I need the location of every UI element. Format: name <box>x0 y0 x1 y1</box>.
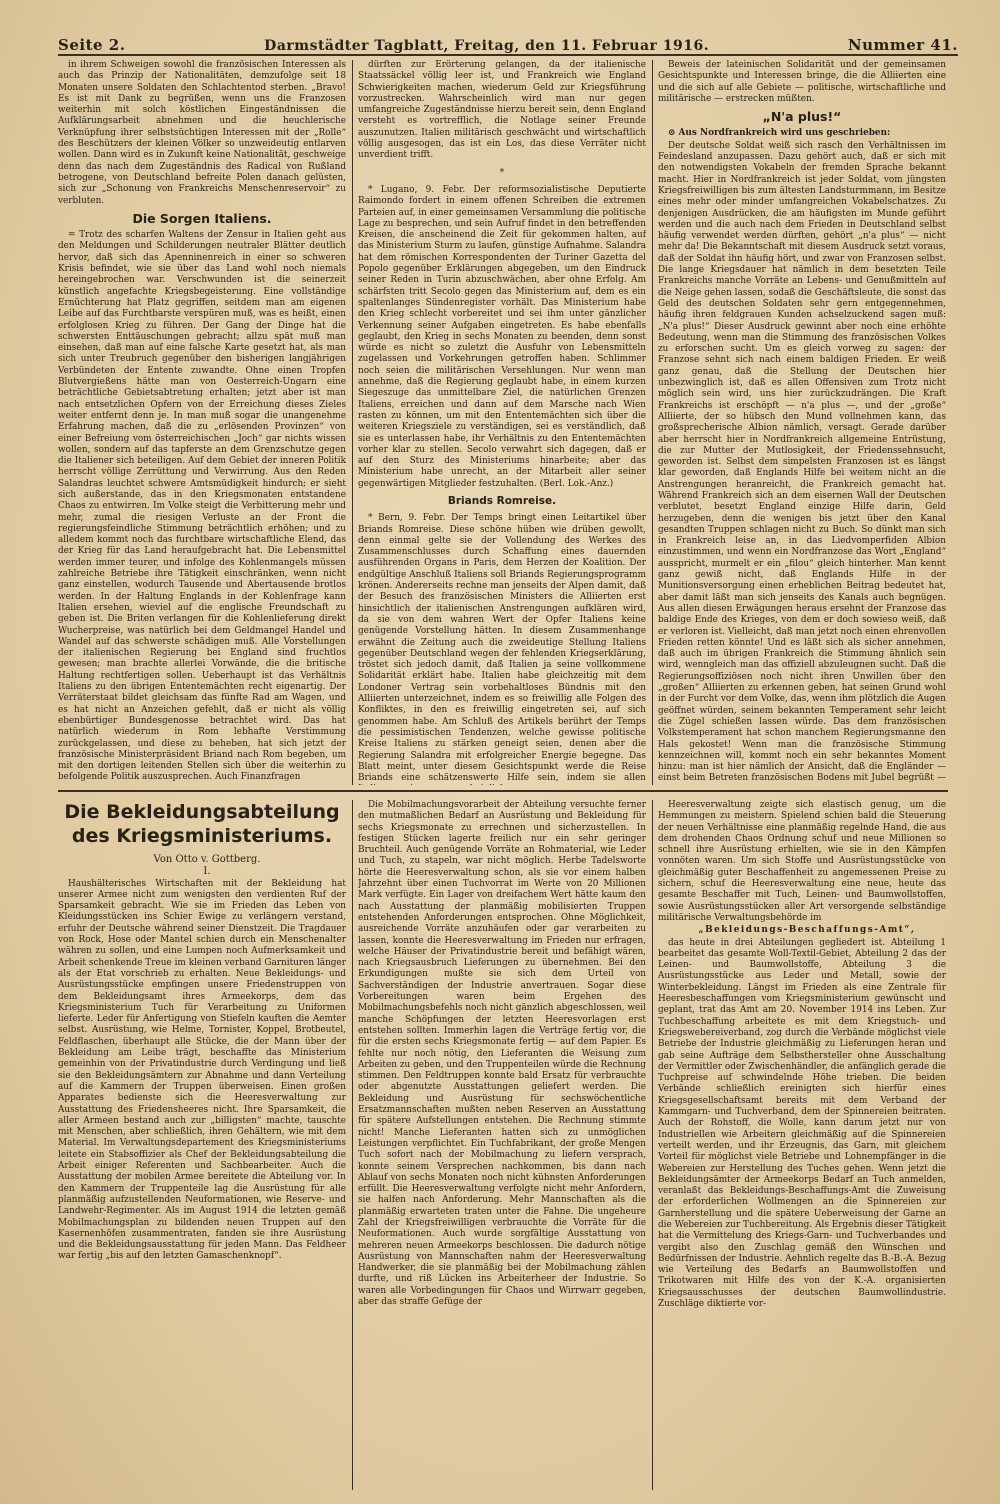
column-divider <box>352 60 353 785</box>
feature-title: Die Bekleidungsabteilung des Kriegsministeriums. <box>64 801 340 847</box>
column-3 <box>658 60 946 785</box>
issue-number: Nummer 41. <box>847 36 958 54</box>
column-1-intro: in ihrem Schweigen sowohl die französischen Interessen als auch das Prinzip der Nationalitäten, demzufolge seit 18 Monaten unsere Soldaten den Schlachtentod sterben. „Bravo! Es ist mit Dank zu begrüßen, wenn uns die Franzosen weiterhin mit solch köstlichen Eingeständnissen die Aufklärungsarbeit abnehmen und die heuchlerische Verknüpfung ihrer selbstsüchtigen Interessen mit der „Rolle“ des Beschützers der kleinen Völker so unzweideutig entlarven wollen. Dann wird es in Zukunft keine Nationalität, geschweige denn das nach dem Zugeständnis des Radical von Rußland betrogene, von Deutschland befreite Polen danach gelüsten, sich zur „Schonung von Frankreichs Menschenreservoir“ zu verbluten. <box>58 60 346 206</box>
page-number: Seite 2. <box>58 36 126 54</box>
column-2-top: dürften zur Erörterung gelangen, da der italienische Staatssäckel völlig leer ist, und Frankreich wie England Schwierigkeiten machen, wiederum Geld zur Kriegsführung vorzustrecken. Wahrscheinlich wird man nur gegen umfangreiche Zugeständnisse hierzu bereit sein, denn England versteht es vortrefflich, die Notlage seiner Freunde auszunutzen. Italien militärisch geschwächt und wirtschaftlich völlig ausgesogen, das ist ein Los, das diese Verräter nicht unverdient trifft. <box>358 60 646 161</box>
feature-body-1: Haushälterisches Wirtschaften mit der Bekleidung hat unserer Armee nicht zum wenigsten den verdienten Ruf der Sparsamkeit gebracht. Wie sie im Frieden das Leben von Kleidungsstücken ins Schier Ewige zu verlängern verstand, erfuhr der Deutsche während seiner Dienstzeit. Die Tragdauer von Rock, Hose oder Mantel schien durch ein Menschenalter währen zu sollen, und eine Lumpen noch Aufmerksamkeit und Arbeit schenkende Treue im kleinen verband Garnituren länger als der Etat vorschrieb zu erhalten. Neue Bekleidungs- und Ausrüstungsstücke empfingen unsere Friedenstruppen von dem Bekleidungsamt ihres Armeekorps, dem das Kriegsministerium Tuch für Verarbeitung zu Uniformen lieferte. Leder für Anfertigung von Stiefeln kauften die Aemter selbst. Ausrüstung, wie Helme, Tornister, Koppel, Brotbeutel, Feldflaschen, überhaupt alle Stücke, die der Mann über der Bekleidung am Leibe trägt, beschaffte das Ministerium gemeinhin von der Privatindustrie durch Verdingung und ließ sie den Bekleidungsämtern zur Abnahme und dann Verteilung auf die Kammern der Truppen überweisen. Einen großen Apparates bedienste sich die Heeresverwaltung zur Ausstattung des Friedensheeres nicht. Ihre Sparsamkeit, die aller Armeen bestand auch zur „billigsten“ machte, tauschte mit Menschen, aber schließlich, ihren Gehältern, wie mit dem Material. Im Verwaltungsdepartement des Kriegsministeriums leitete ein Stabsoffizier als Chef der Bekleidungsabteilung die Arbeit einiger Referenten und Sachbearbeiter. Auch die Ausstattung der mobilen Armee bereitete die Abteilung vor. In den Kammern der Truppenteile lag die Ausrüstung für alle planmäßig aufzustellenden Neuformationen, wie Reserve- und Landwehr-Regimenter. Als im August 1914 die letzten gemäß Mobilmachungsplan zu bildenden neuen Truppen auf den Kasernenhöfen zusammentraten, fanden sie ihre Ausrüstung und die Bekleidungsausstattung für jeden Mann. Das Feldheer war fertig „bis auf den letzten Gamaschenknopf“. <box>58 878 346 1262</box>
feature-part-numeral: I. <box>203 866 211 878</box>
feature-column-3 <box>658 800 946 1490</box>
column-divider <box>352 800 353 1490</box>
column-3-top: Beweis der lateinischen Solidarität und der gemeinsamen Gesichtspunkte und Interessen bringe, die die Alliierten eine und die sich auf alle Gebiete — politische, wirtschaftliche und militärische — erstrecken müßten. <box>658 60 946 104</box>
masthead <box>58 28 958 56</box>
feature-column-2 <box>358 800 646 1490</box>
newspaper-title-date: Darmstädter Tagblatt, Freitag, den 11. Februar 1916. <box>264 38 710 54</box>
section-star: * <box>499 167 505 178</box>
article-dateline: ⊙ Aus Nordfrankreich wird uns geschrieben: <box>668 128 891 139</box>
column-2 <box>358 60 646 785</box>
article-title-briands-romreise: Briands Romreise. <box>447 494 557 507</box>
column-divider <box>652 800 653 1490</box>
feature-column-1 <box>58 800 346 1490</box>
article-body-na-plus: Der deutsche Soldat weiß sich rasch den Verhältnissen im Feindesland anzupassen. Dazu gehört auch, daß er sich mit den notwendigsten Vokabeln der fremden Sprache bekannt macht. Hier in Nordfrankreich ist jeder Soldat, vom jüngsten Kriegsfreiwilligen bis zum ältesten Landsturmmann, im Besitze eines mehr oder minder umfangreichen Vokabelschatzes. Zu denjenigen Ausdrücken, die am häufigsten im Munde geführt werden und die auch nach dem Frieden in Deutschland selbst häufig verwendet werden dürften, gehört „n'a plus“ — nicht mehr da! Die Bekanntschaft mit diesem Ausdruck setzt voraus, daß der Soldat ihn häufig hört, und zwar von Franzosen selbst. Die lange Kriegsdauer hat nämlich in dem besetzten Teile Frankreichs manche Vorräte an Lebens- und Genußmitteln auf die Neige gehen lassen, sodaß die Geschäftsleute, die sonst das Geld des deutschen Soldaten sehr gern entgegennehmen, häufig ihren feldgrauen Kunden achselzuckend sagen muß: „N'a plus!“ Dieser Ausdruck gewinnt aber noch eine erhöhte Bedeutung, wenn man die Stimmung des französischen Volkes zu erforschen sucht. Um es gleich vorweg zu sagen: der Franzose sehnt sich nach einem baldigen Frieden. Er weiß ganz genau, daß die Stellung der Deutschen hier unbezwinglich ist, daß es allen Offensiven zum Trotz nicht möglich sein wird, uns hier zurückzudrängen. Die Kraft Frankreichs ist erschöpft — n'a plus —, und der „große“ Alliierte, der so hübsch den Mund vollnehmen kann, das großsprecherische Albion nämlich, versagt. Gerade darüber aber herrscht hier in Nordfrankreich allgemeine Entrüstung, die zur Mutter der Mutlosigkeit, der Friedenssehnsucht, geworden ist. Selbst dem simpelsten Franzosen ist es längst klar geworden, daß Englands Hilfe bei weitem nicht an die Anstrengungen heranreicht, die Frankreich gemacht hat. Während Frankreich sich an dem eisernen Wall der Deutschen verblutet, besetzt England einzige Hilfe darin, Geld herzugeben, denn die wenigen bis jetzt über den Kanal gesandten Truppen schlagen nicht zu Buch. So dünkt man sich in Frankreich leise an, in das Liedvomperfiden Albion einzustimmen, und wenn ein Nordfranzose das Wort „England“ ausspricht, murmelt er ein „filou“ gleich hinterher. Man kennt ganz gewiß nicht, daß Englands Hilfe in der Munitionsversorgung einen erheblichen Beitrag bedeutet hat, aber damit läßt man sich jenseits des Kanals auch begnügen. Aus allen diesen Erwägungen heraus ersehnt der Franzose das baldige Ende des Krieges, von dem er doch sowieso weiß, daß er verloren ist. Vielleicht, daß man jetzt noch einen ehrenvollen Frieden retten könnte! Und es läßt sich als sicher annehmen, daß auch im übrigen Frankreich die Stimmung ähnlich sein wird, wenngleich man das offiziell abzuleugnen sucht. Daß die Regierungsoffiziösen noch nicht ihren Unwillen über den „großen“ Alliierten zu erkennen geben, hat seinen Grund wohl in der Furcht vor dem Volke, das, wenn ihm plötzlich die Augen geöffnet würden, seinem bekannten Temperament sehr leicht die Zügel schießen lassen würde. Das dem französischen Volkstemperament hat schon manchem Regierungsmanne den Hals gekostet! Wenn man die französische Stimmung kennzeichnen will, kommt noch ein sehr bekanntes Moment hinzu: man ist hier nämlich der Ansicht, daß die Engländer — einst beim Betreten französischen Bodens mit Jubel begrüßt — <box>658 140 946 784</box>
feature-body-3b: das heute in drei Abteilungen gegliedert ist. Abteilung 1 bearbeitet das gesamte Woll-Textil-Gebiet, Abteilung 2 das der Leinen- und Baumwollstoffe, Abteilung 3 die Ausrüstungsstücke aus Leder und Metall, sowie der Winterbekleidung. Längst im Frieden als eine Zentrale für Heeresbeschaffungen vom Kriegsministerium gewünscht und geplant, trat das Amt am 20. November 1914 ins Leben. Zur Tuchbeschaffung arbeitete es mit dem Kriegstuch- und Kriegswebereiverband, zog durch die Verbände möglichst viele Betriebe der Industrie gleichmäßig zu Lieferungen heran und gab seine Aufträge dem Selbsthersteller ohne Ausschaltung der Vermittler oder Zwischenhändler, die anfänglich gerade die Tuchpreise auf schwindelnde Höhe trieben. Die beiden Verbände schließlich ereinigten sich hierfür eines Kriegsgesellschaftsamt bereits mit dem Verband der Kammgarn- und Tuchverband, dem der Spinnereien beitraten. Auch der Rohstoff, die Wolle, kann darum jetzt nur von Industriellen wie Arbeitern gleichmäßig auf die Spinnereien verteilt werden, und ihr Erzeugnis, das Garn, mit gleichem Vorteil für möglichst viele Betriebe und Lohnempfänger in die Webereien zur Herstellung des Tuches gehen. Wenn jetzt die Bekleidungsämter der Armeekorps Bedarf an Tuch anmelden, veranlaßt das Bekleidungs-Beschaffungs-Amt die Zuweisung der erforderlichen Wollmengen an die Spinnereien zur Garnherstellung und die spätere Ueberweisung der Garne an die Webereien zur Tuchbereitung. Als Ergebnis dieser Tätigkeit hat die Vermittelung des Kriegs-Garn- und Tuchverbandes und vergibt also den Zuschlag gemäß den Wünschen und Bedürfnissen der Industrie. Aehnlich regelte das B.-B.-A. Bezug wie Verteilung des Bedarfs an Baumwollstoffen und Trikotwaren mit Hilfe des von der K.-A. organisierten Kriegsausschusses der deutschen Baumwollindustrie. Zuschläge diktierte vor- <box>658 937 946 1310</box>
feature-body-3: Heeresverwaltung zeigte sich elastisch genug, um die Hemmungen zu meistern. Spielend schien bald die Steuerung der neuen Verhältnisse eine planmäßig regelnde Hand, die aus dem drohenden Chaos Ordnung schuf und neue Millionen so schnell ihre Ausrüstung erhielten, wie sie in den Kämpfen vonnöten waren. Um sich Stoffe und Ausrüstungsstücke von gleichmäßig guter Beschaffenheit zu angemessenen Preise zu sichern, schuf die Heeresverwaltung eine neue, heute das gesamte Beschaffer mit Tuch, Leinen- und Baumwollstoffen, sowie Ausrüstungsstücken aller Art versorgende selbständige militärische Verwaltungsbehörde im <box>658 800 946 923</box>
feature-amt-name: „Bekleidungs-Beschaffungs-Amt“, <box>698 925 916 936</box>
article-title-na-plus: „N'a plus!“ <box>762 109 842 125</box>
feature-body-2: Die Mobilmachungsvorarbeit der Abteilung versuchte ferner den mutmaßlichen Bedarf an Ausrüstung und Bekleidung für sechs Kriegsmonate zu errechnen und sicherzustellen. In festigen Stücken lagerte freilich nur ein sehr geringer Bruchteil. Auch genügende Vorräte an Rohmaterial, wie Leder und Tuch, zu stapeln, war nicht möglich. Herbe Tadelsworte hörte die Heeresverwaltung schon, als sie vor einem halben Jahrzehnt über einen Tuchvorrat im Werte von 20 Millionen Mark verfügte. Ein Lager von dreifachem Wert hätte kaum den nach Ausstattung der planmäßig mobilisierten Truppen entstehenden Anforderungen entsprochen. Ohne Möglichkeit, ausreichende Vorräte anzuhäufen oder gar verarbeiten zu lassen, konnte die Heeresverwaltung im Frieden nur erfragen, welche Häuser der Privatindustrie bereit und befähigt wären, nach Kriegsausbruch Lieferungen zu übernehmen. Bei den Erkundigungen mußte sie sich dem Urteil von Sachverständigen der Industrie anvertrauen. Sogar diese Vorbereitungen waren beim Ergehen des Mobilmachungsbefehls noch nicht gänzlich abgeschlossen, weil manche Schöpfungen der letzten Heeresvorlagen erst entstehen sollten. Immerhin lagen die Verträge fertig vor, die für die ersten sechs Kriegsmonate fertig — auf dem Papier. Es fehlte nur noch nötig, den Lieferanten die Weisung zum Arbeiten zu geben, und den Truppenteilen würde die Rechnung stimmen. Den Feldtruppen konnte bald Ersatz für verbrauchte oder abgenutzte Ausstattungen geliefert werden. Die Bekleidung und Ausrüstung für sechswöchentliche Ersatzmannschaften mußten neben Reserven an Ausstattung für spätere Aufstellungen entstehen. Die Rechnung stimmte nicht! Manche Lieferanten hatten sich zu unmöglichen Leistungen verpflichtet. Ein Tuchfabrikant, der große Mengen Tuch sofort nach der Mobilmachung zu liefern versprach, konnte seinem Versprechen nachkommen, bis dann nach Ablauf von sechs Monaten noch nicht kühnsten Anforderungen erfüllt. Die Heeresverwaltung verfolgte nicht mehr Anfordern, sie halfen nach Anforderung. Mehr Mannschaften als die planmäßig erwarteten traten unter die Fahne. Die ungeheure Zahl der Kriegsfreiwilligen verbrauchte die Vorräte für die Neuformationen. Auch wurde sorgfältige Ausstattung von mehreren neuen Armeekorps beschlossen. Die dadurch nötige Ausrüstung von Mannschaften nahm der Heeresverwaltung Handwerker, die sie planmäßig bei der Mobilmachung zählen durfte, und riß Lücken ins Arbeiterheer der Industrie. So waren alle Vorbedingungen für Chaos und Wirrwarr gegeben, aber das straffe Gefüge der <box>358 800 646 1308</box>
feature-byline: Von Otto v. Gottberg. <box>153 854 261 865</box>
section-divider <box>58 790 948 792</box>
article-body-briands-romreise: * Bern, 9. Febr. Der Temps bringt einen Leitartikel über Briands Romreise. Diese schöne hüben wie drüben gewollt, denn einmal gelte sie der Vollendung des Werkes des Zusammenschlusses durch Schaffung eines dauernden ausführenden Organs in Paris, dem Herzen der Koalition. Der endgültige Anschluß Italiens soll Briands Regierungsprogramm krönen. Andererseits rechne man jenseits der Alpen damit, daß der Besuch des französischen Ministers die Alliierten erst hinsichtlich der italienischen Anstrengungen aufklären wird, da sie von dem wahren Wert der Opfer Italiens keine genügende Vorstellung hätten. In diesem Zusammenhange erwähnt die Zeitung auch die zweideutige Stellung Italiens gegenüber Deutschland wegen der fehlenden Kriegserklärung, tröstet sich jedoch damit, daß Italien ja seine vollkommene Solidarität erklärt habe. Italien habe gleichzeitig mit dem Londoner Vertrag sein vorbehaltloses Bündnis mit den Alliierten unterzeichnet, indem es so freiwillig alle Folgen des Konfliktes, in den es freiwillig eingetreten sei, auf sich genommen habe. Am Schluß des Artikels berührt der Temps die pessimistischen Tendenzen, welche gewisse politische Kreise Italiens zu stärken geneigt seien, denen aber die Regierung Salandra mit erfolgreicher Energie begegne. Das Blatt meint, unter diesem Gesichtspunkt werde die Reise Briands eine schätzenswerte Hilfe sein, indem sie allen <box>358 513 646 784</box>
article-title-sorgen-italiens: Die Sorgen Italiens. <box>132 210 272 226</box>
article-body-sorgen-italiens: = Trotz des scharfen Waltens der Zensur in Italien geht aus den Meldungen und Schilderungen neutraler Blätter deutlich hervor, daß sich das Apenninenreich in einer so schweren Krisis befindet, wie sie über das Land wohl noch niemals hereingebrochen war. Verschwunden ist die seinerzeit künstlich angefachte Kriegsbegeisterung. Eine vollständige Ernüchterung hat Platz gegriffen, seitdem man am eigenen Leibe auf das Furchtbarste verspüren muß, was es heißt, einen erfolglosen Krieg zu führen. Der Gang der Dinge hat die schwersten Enttäuschungen gebracht; allzu spät muß man einsehen, daß man auf eine falsche Karte gesetzt hat, als man sich unter Treubruch gegenüber den bisherigen langjährigen Verbündeten der Entente zuwandte. Ohne einen Tropfen Blutvergießens hätte man von Oesterreich-Ungarn eine beträchtliche Gebietsabtretung erhalten; jetzt aber ist man nach entsetzlichen Opfern von der Erreichung dieses Zieles weiter entfernt denn je. In man muß sogar die unangenehme Erfahrung machen, daß die zu „erlösenden Provinzen“ von einer Befreiung vom österreichischen „Joch“ gar nichts wissen wollen, sondern auf das tapferste an dem Grenzschutze gegen die Italiener sich beteiligen. Auf dem Gebiet der inneren Politik herrscht völlige Zerrüttung und Verwirrung. Aus den Reden Salandras leuchtet schwere Amtsmüdigkeit hindurch; er sieht sich außerstande, das in den Kriegsmonaten entstandene Chaos zu entwirren. Im Volke steigt die Verbitterung mehr und mehr, zumal die riesigen Verluste an der Front die regierungsfeindliche Stimmung beträchtlich erhöhen; und zu alledem kommt noch das furchtbare wirtschaftliche Elend, das der Krieg für das Land heraufgebracht hat. Die Lebensmittel werden immer teurer, und infolge des Kohlenmangels müssen zahlreiche Betriebe ihre Tätigkeit einschränken, wenn nicht ganz einstellen, wodurch Tausende und Abertausende brotlos werden. In der Haltung Englands in der Kohlenfrage kann Italien ersehen, wieviel auf die englische Freundschaft zu geben ist. Die Briten verlangen für die Kohlenlieferung direkt Wucherpreise, was natürlich bei dem Geldmangel Handel und Wandel auf das schwerste schädigen muß. Alle Vorstellungen der italienischen Regierung bei England sind fruchtlos gewesen; man brachte allerlei Vorwände, die die britische Haltung rechtfertigen sollen. Ueberhaupt ist das Verhältnis Italiens zu den übrigen Ententemächten recht eigenartig. Der Verräterstaat bildet gleichsam das fünfte Rad am Wagen, und es hat nicht an Anzeichen gefehlt, daß er nicht als völlig ebenbürtiger Bundesgenosse betrachtet wird. Das hat natürlich wiederum in Rom lebhafte Verstimmung zurückgelassen, und diese zu beheben, hat sich jetzt der französische Ministerpräsident Briand nach Rom begeben, um mit den dortigen leitenden Stellen sich über die weiterhin zu befolgende Politik auszusprechen. Auch Finanzfragen <box>58 230 346 783</box>
article-lugano: * Lugano, 9. Febr. Der reformsozialistische Deputierte Raimondo fordert in einem offenen Schreiben die extremen Parteien auf, in einer gemeinsamen Versammlung die politische Lage zu besprechen, und sein Aufruf findet in den betreffenden Kreisen, die anscheinend die Zeit für gekommen halten, auf das Ministerium Sturm zu laufen, günstige Aufnahme. Salandra hat dem römischen Korrespondenten der Turiner Gazetta del Popolo gegenüber Erklärungen abgegeben, um den Eindruck seiner Reden in Turin abzuschwächen, aber ohne Erfolg. Am schärfsten tritt Secolo gegen das Ministerium auf, dem es ein spaltenlanges Sündenregister vorhält. Das Ministerium habe den Krieg schlecht vorbereitet und sei ihm unter gänzlicher Verkennung seiner Aufgaben eingetreten. Es habe ebenfalls geglaubt, den Krieg in sechs Monaten zu beenden, denn sonst würde es nicht so zuletzt die Ausfuhr von Lebensmitteln zugelassen und Vorkehrungen getroffen haben. Schlimmer noch seien die militärischen Versehlungen. Nur wenn man annehme, daß die Regierung geglaubt habe, in einem kurzen Siegeszuge das unmittelbare Ziel, die natürlichen Grenzen Italiens, erreichen und dann auf dem Marsche nach Wien rasten zu können, um mit den Ententemächten sich über die weiteren Kriegsziele zu verständigen, sei es verständlich, daß sie es unterlassen habe, ihr Verhältnis zu den Ententemächten vorher klar zu stellen. Secolo verwahrt sich dagegen, daß er auf den Sturz des Ministeriums hinarbeite; aber das Ministerium habe unrecht, an der Mitarbeit aller seiner gegenwärtigen Mitglieder festzuhalten. (Berl. Lok.-Anz.) <box>358 184 646 489</box>
column-divider <box>652 60 653 785</box>
column-1 <box>58 60 346 785</box>
